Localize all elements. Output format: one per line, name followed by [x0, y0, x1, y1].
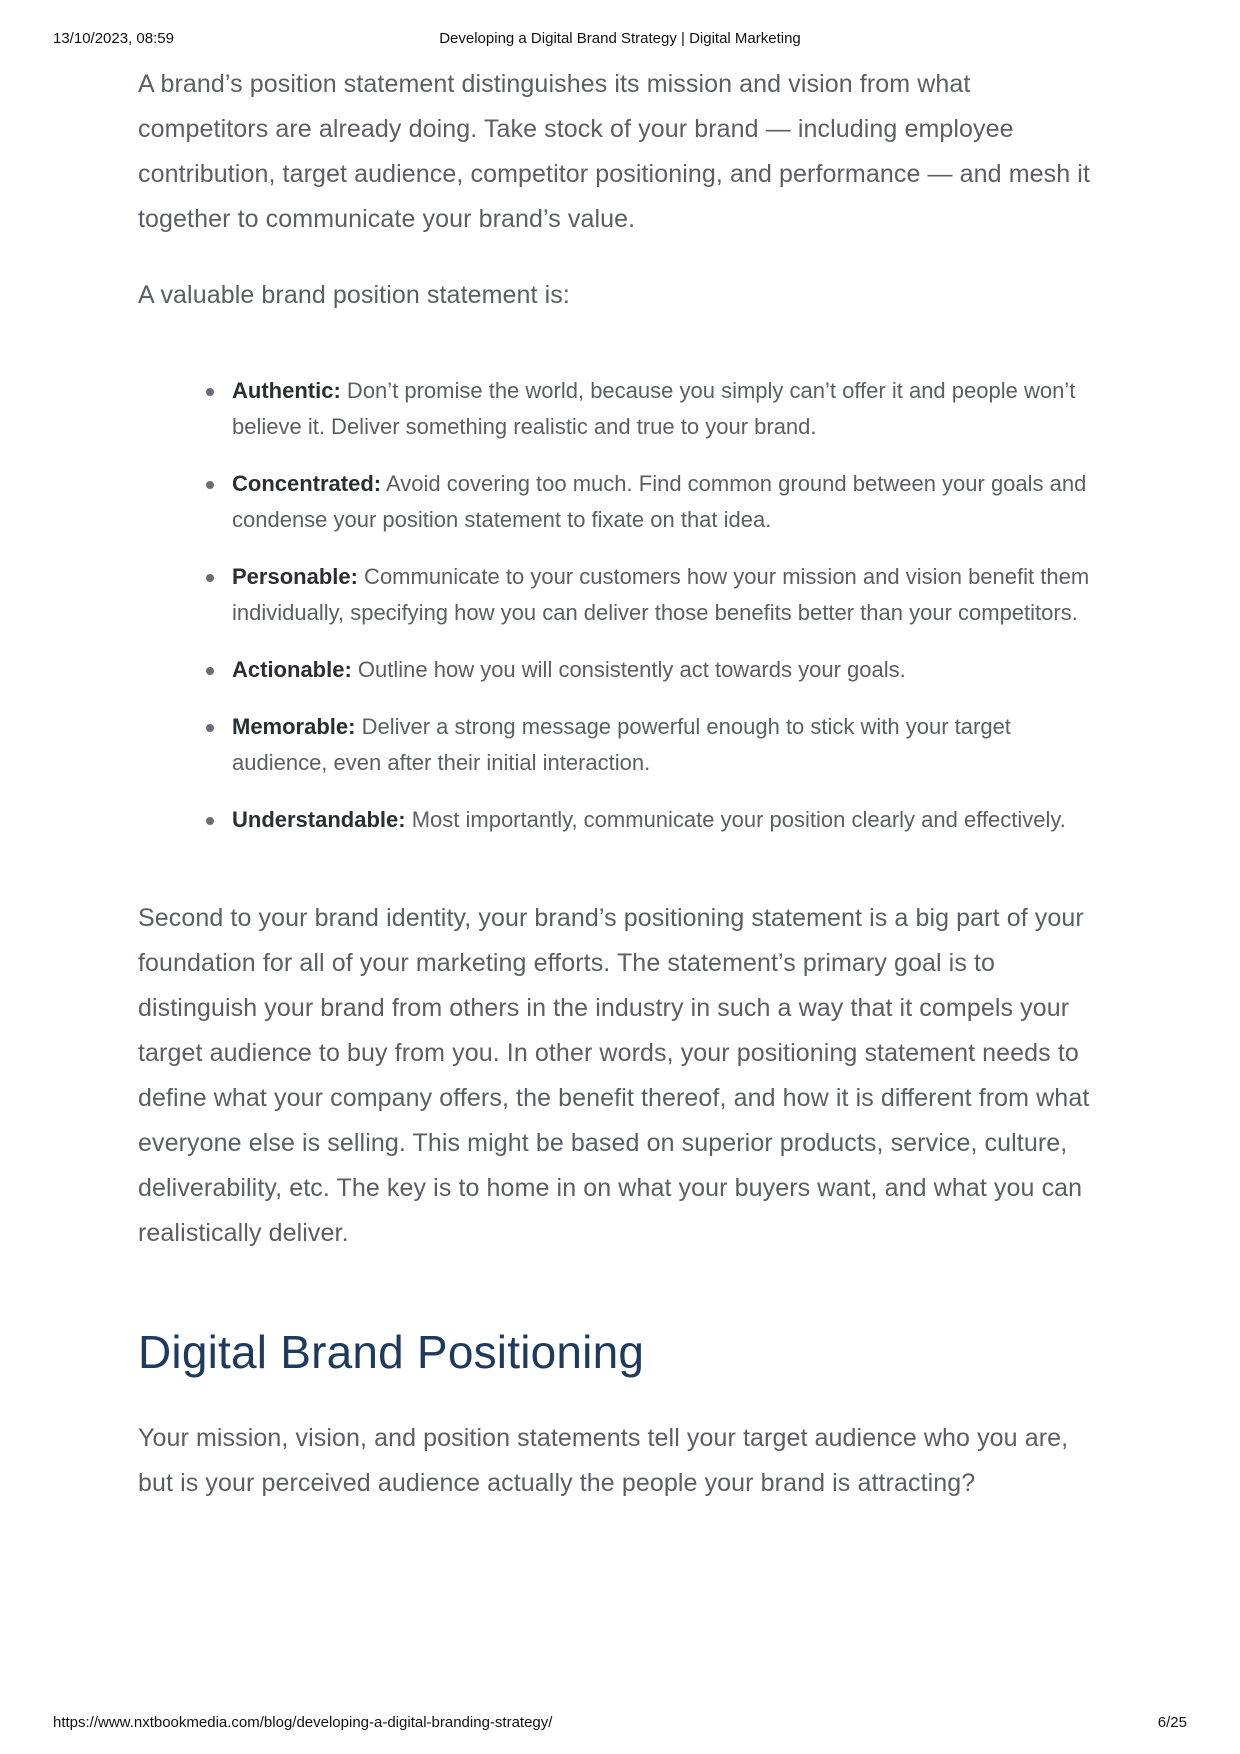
list-item-text: Deliver a strong message powerful enough to stick with your target audience, even after their initial interaction. — [232, 714, 1011, 775]
bullet-icon — [206, 724, 214, 732]
section-paragraph: Your mission, vision, and position statements tell your target audience who you are, but is your perceived audience actually the people your brand is attracting? — [138, 1424, 1069, 1497]
page-number: 6/25 — [1157, 1714, 1187, 1731]
list-item-text: Communicate to your customers how your mission and vision benefit them individually, specifying how you can deliver those benefits better than your competitors. — [232, 564, 1090, 625]
bullet-icon — [206, 817, 214, 825]
positioning-paragraph: Second to your brand identity, your brand’s positioning statement is a big part of your foundation for all of your marketing efforts. The statement’s primary goal is to distinguish your brand from others in the industry in such a way that it compels your target audience to buy from you. In other words, your positioning statement needs to define what your company offers, the benefit thereof, and how it is different from what everyone else is selling. This might be based on superior products, service, culture, deliverability, etc. The key is to home in on what your buyers want, and what you can realistically deliver. — [138, 904, 1090, 1247]
list-item — [232, 709, 1098, 781]
print-footer — [0, 1714, 1240, 1734]
bullet-icon — [206, 667, 214, 675]
print-page-title: Developing a Digital Brand Strategy | Digital Marketing — [439, 30, 801, 47]
list-item-term: Concentrated: — [232, 471, 382, 496]
intro-paragraph: A brand’s position statement distinguishes its mission and vision from what competitors are already doing. Take stock of your brand — including employee contribution, target audience, competitor positioning, and performance — and mesh it together to communicate your brand’s value. — [138, 70, 1090, 233]
bullet-icon — [206, 574, 214, 582]
list-item — [232, 373, 1098, 445]
bullet-icon — [206, 388, 214, 396]
page-url: https://www.nxtbookmedia.com/blog/developing-a-digital-branding-strategy/ — [53, 1714, 553, 1731]
list-item — [232, 466, 1098, 538]
section-heading: Digital Brand Positioning — [138, 1326, 645, 1378]
print-header — [0, 30, 1240, 50]
list-item-text: Most importantly, communicate your position clearly and effectively. — [405, 807, 1066, 832]
bullet-icon — [206, 481, 214, 489]
list-item — [232, 559, 1098, 631]
article-content — [138, 62, 1098, 1506]
print-datetime: 13/10/2023, 08:59 — [53, 30, 174, 47]
list-item-term: Actionable: — [232, 657, 352, 682]
list-item — [232, 802, 1098, 838]
list-item-term: Personable: — [232, 564, 358, 589]
list-item-term: Authentic: — [232, 378, 341, 403]
list-item — [232, 652, 1098, 688]
list-item-text: Don’t promise the world, because you simply can’t offer it and people won’t believe it. Deliver something realistic and true to your brand. — [232, 378, 1076, 439]
list-item-text: Avoid covering too much. Find common ground between your goals and condense your position statement to fixate on that idea. — [232, 471, 1087, 532]
position-statement-qualities-list — [138, 373, 1098, 838]
list-intro: A valuable brand position statement is: — [138, 281, 570, 309]
list-item-term: Understandable: — [232, 807, 406, 832]
list-item-text: Outline how you will consistently act towards your goals. — [351, 657, 906, 682]
list-item-term: Memorable: — [232, 714, 356, 739]
